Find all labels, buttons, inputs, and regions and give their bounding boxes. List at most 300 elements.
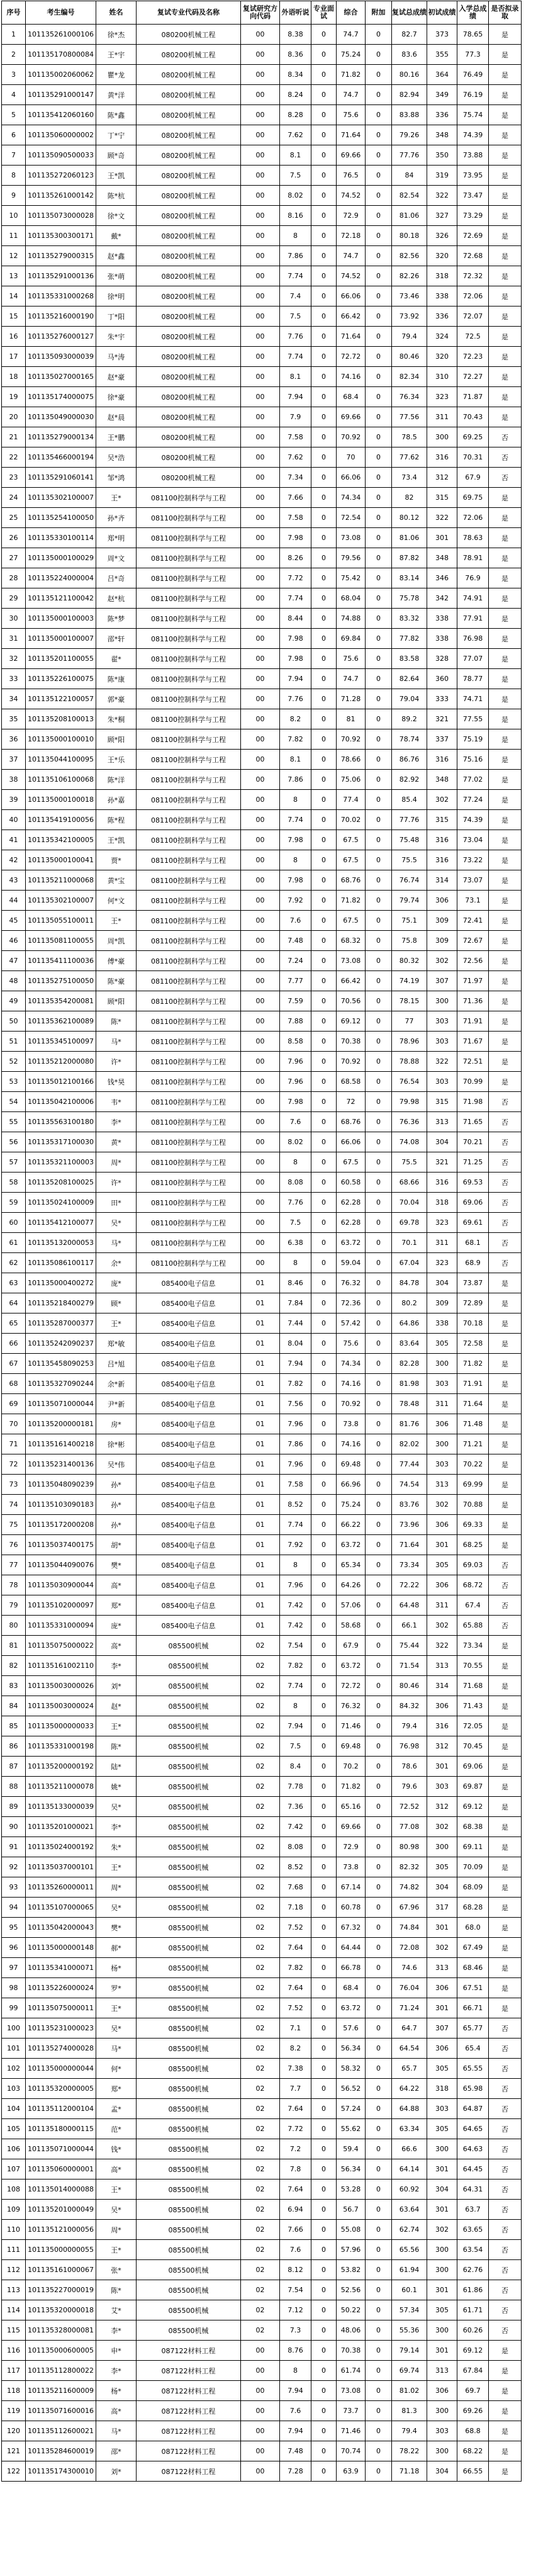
cell-pro-interview: 0 [311,1173,337,1193]
cell-pro-interview: 0 [311,2361,337,2381]
table-row [2,1777,522,1797]
cell-exam-no: 101135003000024 [26,1696,96,1716]
cell-name: 赵*杭 [96,588,137,609]
cell-major: 080200机械工程 [137,468,241,488]
cell-retest: 75.48 [392,830,427,850]
cell-retest: 77.56 [392,407,427,427]
cell-initial: 316 [427,750,457,770]
cell-seq: 121 [2,2441,26,2461]
table-row [2,1112,522,1132]
cell-pro-interview: 0 [311,1454,337,1475]
cell-pro-interview: 0 [311,65,337,85]
cell-comprehensive: 56.52 [337,2079,366,2099]
cell-pro-interview: 0 [311,367,337,387]
cell-name: 徐*文 [96,206,137,226]
cell-exam-no: 101135071000044 [26,1394,96,1414]
cell-written: 7.86 [280,1434,311,1454]
cell-major: 085400电子信息 [137,1293,241,1313]
cell-major: 081100控制科学与工程 [137,931,241,951]
cell-pro-interview: 0 [311,669,337,689]
cell-bonus: 0 [366,669,392,689]
cell-initial: 301 [427,2159,457,2179]
cell-comprehensive: 71.64 [337,125,366,145]
table-row [2,1736,522,1757]
cell-written: 7.74 [280,1676,311,1696]
cell-study-mode: 00 [241,850,280,870]
cell-exam-no: 101135216000190 [26,307,96,327]
cell-bonus: 0 [366,2220,392,2240]
cell-retest: 65.56 [392,2240,427,2260]
cell-study-mode: 00 [241,669,280,689]
cell-bonus: 0 [366,1535,392,1555]
cell-comprehensive: 68.76 [337,1112,366,1132]
cell-name: 钱*昊 [96,1072,137,1092]
cell-written: 7.62 [280,125,311,145]
cell-pro-interview: 0 [311,1434,337,1454]
cell-study-mode: 00 [241,206,280,226]
cell-initial: 316 [427,447,457,468]
cell-pro-interview: 0 [311,790,337,810]
cell-pro-interview: 0 [311,1535,337,1555]
cell-admit: 否 [489,2200,522,2220]
cell-bonus: 0 [366,367,392,387]
cell-study-mode: 01 [241,1616,280,1636]
cell-pro-interview: 0 [311,1857,337,1877]
cell-study-mode: 00 [241,1011,280,1032]
cell-comprehensive: 60.58 [337,1173,366,1193]
cell-study-mode: 00 [241,991,280,1011]
cell-retest: 77.76 [392,810,427,830]
table-row [2,1918,522,1938]
cell-major: 081100控制科学与工程 [137,588,241,609]
score-table-container [1,1,522,2482]
cell-major: 085400电子信息 [137,1434,241,1454]
cell-initial: 342 [427,588,457,609]
cell-total: 70.31 [457,447,489,468]
cell-study-mode: 00 [241,327,280,347]
table-row [2,951,522,971]
cell-exam-no: 101135000400272 [26,1273,96,1293]
cell-total: 70.43 [457,407,489,427]
cell-initial: 312 [427,468,457,488]
cell-written: 8.4 [280,1757,311,1777]
cell-bonus: 0 [366,2441,392,2461]
cell-comprehensive: 67.14 [337,1877,366,1898]
cell-admit: 是 [489,850,522,870]
cell-initial: 314 [427,1676,457,1696]
cell-pro-interview: 0 [311,1032,337,1052]
cell-comprehensive: 70.92 [337,1052,366,1072]
cell-name: 韦* [96,1092,137,1112]
cell-total: 63.65 [457,2220,489,2240]
cell-seq: 100 [2,2018,26,2039]
cell-retest: 68.66 [392,1173,427,1193]
header-study-mode: 复试研究方向代码 [241,1,280,25]
cell-bonus: 0 [366,1837,392,1857]
cell-initial: 304 [427,1132,457,1152]
cell-seq: 47 [2,951,26,971]
cell-name: 庞* [96,1616,137,1636]
cell-comprehensive: 71.46 [337,2421,366,2441]
cell-major: 085400电子信息 [137,1515,241,1535]
table-row [2,427,522,447]
cell-admit: 是 [489,548,522,568]
cell-total: 65.55 [457,2059,489,2079]
cell-exam-no: 101135090500033 [26,145,96,166]
cell-major: 081100控制科学与工程 [137,729,241,750]
table-row [2,689,522,709]
cell-written: 8.1 [280,367,311,387]
cell-pro-interview: 0 [311,105,337,125]
cell-admit: 是 [489,870,522,891]
cell-retest: 74.84 [392,1918,427,1938]
cell-study-mode: 01 [241,1313,280,1334]
cell-retest: 64.48 [392,1595,427,1616]
table-row [2,2401,522,2421]
cell-retest: 75.8 [392,931,427,951]
cell-exam-no: 101135291060141 [26,468,96,488]
cell-major: 085500机械 [137,1978,241,1998]
cell-comprehensive: 66.78 [337,1958,366,1978]
cell-pro-interview: 0 [311,447,337,468]
cell-initial: 338 [427,609,457,629]
cell-major: 085500机械 [137,2240,241,2260]
cell-retest: 85.4 [392,790,427,810]
cell-pro-interview: 0 [311,1676,337,1696]
cell-retest: 60.92 [392,2179,427,2200]
cell-study-mode: 01 [241,1374,280,1394]
cell-written: 7.82 [280,1374,311,1394]
cell-bonus: 0 [366,991,392,1011]
cell-pro-interview: 0 [311,166,337,186]
cell-exam-no: 101135030900044 [26,1575,96,1595]
cell-initial: 355 [427,45,457,65]
cell-bonus: 0 [366,1414,392,1434]
cell-comprehensive: 70.38 [337,2341,366,2361]
cell-comprehensive: 71.46 [337,1716,366,1736]
cell-comprehensive: 68.32 [337,931,366,951]
cell-study-mode: 00 [241,347,280,367]
cell-comprehensive: 63.72 [337,1656,366,1676]
cell-retest: 82.02 [392,1434,427,1454]
cell-name: 陈*鑫 [96,105,137,125]
cell-exam-no: 101135201000049 [26,2200,96,2220]
cell-total: 69.33 [457,1515,489,1535]
table-row [2,226,522,246]
header-name: 姓名 [96,1,137,25]
cell-seq: 70 [2,1414,26,1434]
cell-major: 080200机械工程 [137,125,241,145]
cell-major: 081100控制科学与工程 [137,1011,241,1032]
cell-seq: 77 [2,1555,26,1575]
cell-total: 67.9 [457,468,489,488]
cell-pro-interview: 0 [311,1213,337,1233]
cell-total: 71.36 [457,991,489,1011]
cell-comprehensive: 69.66 [337,1817,366,1837]
cell-seq: 25 [2,508,26,528]
cell-written: 7.52 [280,1998,311,2018]
cell-total: 69.99 [457,1475,489,1495]
cell-total: 69.61 [457,1213,489,1233]
cell-bonus: 0 [366,1052,392,1072]
table-row [2,1253,522,1273]
cell-major: 081100控制科学与工程 [137,709,241,729]
cell-pro-interview: 0 [311,1978,337,1998]
cell-written: 8.34 [280,65,311,85]
cell-written: 7.5 [280,1736,311,1757]
cell-initial: 323 [427,387,457,407]
cell-seq: 80 [2,1616,26,1636]
cell-exam-no: 101135133000039 [26,1797,96,1817]
cell-admit: 是 [489,1958,522,1978]
cell-bonus: 0 [366,830,392,850]
cell-major: 085500机械 [137,2280,241,2300]
cell-seq: 71 [2,1434,26,1454]
cell-comprehensive: 73.8 [337,1857,366,1877]
cell-study-mode: 02 [241,2240,280,2260]
cell-pro-interview: 0 [311,750,337,770]
cell-total: 73.29 [457,206,489,226]
cell-written: 8 [280,1555,311,1575]
cell-retest: 78.88 [392,1052,427,1072]
cell-total: 75.16 [457,750,489,770]
cell-major: 081100控制科学与工程 [137,1152,241,1173]
cell-initial: 300 [427,2260,457,2280]
cell-retest: 76.54 [392,1072,427,1092]
cell-major: 085400电子信息 [137,1616,241,1636]
cell-exam-no: 101135107000065 [26,1898,96,1918]
cell-pro-interview: 0 [311,629,337,649]
cell-written: 7.54 [280,2280,311,2300]
cell-seq: 20 [2,407,26,427]
cell-exam-no: 101135254100050 [26,508,96,528]
cell-retest: 66.6 [392,2139,427,2159]
cell-admit: 否 [489,2018,522,2039]
cell-name: 吴* [96,2018,137,2039]
cell-study-mode: 02 [241,2179,280,2200]
cell-written: 8.76 [280,2341,311,2361]
cell-major: 081100控制科学与工程 [137,971,241,991]
cell-initial: 305 [427,1857,457,1877]
cell-name: 陈*豪 [96,971,137,991]
cell-initial: 304 [427,2179,457,2200]
cell-seq: 24 [2,488,26,508]
cell-admit: 是 [489,1777,522,1797]
cell-written: 7.98 [280,870,311,891]
cell-exam-no: 101135122100057 [26,689,96,709]
cell-study-mode: 00 [241,931,280,951]
cell-total: 76.98 [457,629,489,649]
cell-initial: 306 [427,1696,457,1716]
cell-total: 72.06 [457,286,489,307]
cell-initial: 301 [427,1918,457,1938]
cell-retest: 63.34 [392,2119,427,2139]
cell-exam-no: 101135218400279 [26,1293,96,1313]
cell-major: 080200机械工程 [137,347,241,367]
cell-initial: 303 [427,1072,457,1092]
cell-seq: 46 [2,931,26,951]
cell-comprehensive: 71.82 [337,1777,366,1797]
cell-written: 7.92 [280,891,311,911]
cell-initial: 346 [427,568,457,588]
table-row [2,2320,522,2341]
cell-initial: 318 [427,1193,457,1213]
cell-comprehensive: 55.62 [337,2119,366,2139]
cell-exam-no: 101135000600005 [26,2341,96,2361]
table-row [2,2119,522,2139]
cell-bonus: 0 [366,729,392,750]
cell-written: 7.56 [280,1394,311,1414]
cell-written: 7.74 [280,266,311,286]
cell-seq: 35 [2,709,26,729]
cell-total: 78.65 [457,25,489,45]
cell-retest: 74.08 [392,1132,427,1152]
cell-name: 马* [96,2421,137,2441]
cell-name: 马* [96,2039,137,2059]
cell-exam-no: 101135042000043 [26,1918,96,1938]
cell-name: 陆* [96,1757,137,1777]
cell-name: 李* [96,1817,137,1837]
cell-seq: 112 [2,2260,26,2280]
cell-written: 8 [280,226,311,246]
cell-retest: 78.6 [392,1757,427,1777]
cell-name: 周*文 [96,548,137,568]
cell-written: 7.96 [280,1052,311,1072]
cell-pro-interview: 0 [311,2079,337,2099]
cell-bonus: 0 [366,548,392,568]
cell-seq: 108 [2,2179,26,2200]
cell-bonus: 0 [366,407,392,427]
cell-seq: 52 [2,1052,26,1072]
cell-retest: 57.34 [392,2300,427,2320]
cell-total: 63.7 [457,2200,489,2220]
cell-total: 70.18 [457,1313,489,1334]
cell-major: 081100控制科学与工程 [137,1233,241,1253]
cell-seq: 62 [2,1253,26,1273]
cell-study-mode: 00 [241,145,280,166]
cell-major: 080200机械工程 [137,427,241,447]
cell-seq: 69 [2,1394,26,1414]
cell-seq: 57 [2,1152,26,1173]
cell-major: 081100控制科学与工程 [137,911,241,931]
cell-study-mode: 02 [241,1938,280,1958]
cell-pro-interview: 0 [311,468,337,488]
cell-comprehensive: 71.64 [337,327,366,347]
cell-retest: 80.46 [392,347,427,367]
cell-admit: 否 [489,468,522,488]
cell-comprehensive: 74.88 [337,609,366,629]
cell-pro-interview: 0 [311,307,337,327]
cell-seq: 113 [2,2280,26,2300]
cell-comprehensive: 66.22 [337,1515,366,1535]
cell-bonus: 0 [366,25,392,45]
cell-written: 7.96 [280,1414,311,1434]
cell-written: 8.52 [280,1495,311,1515]
table-row [2,327,522,347]
cell-initial: 304 [427,2461,457,2482]
cell-retest: 63.64 [392,2200,427,2220]
cell-comprehensive: 68.04 [337,588,366,609]
cell-study-mode: 02 [241,1777,280,1797]
table-row [2,2441,522,2461]
cell-exam-no: 101135200000192 [26,1757,96,1777]
cell-total: 76.49 [457,65,489,85]
table-row [2,870,522,891]
cell-comprehensive: 58.68 [337,1616,366,1636]
cell-initial: 305 [427,2059,457,2079]
cell-initial: 319 [427,166,457,186]
cell-retest: 83.64 [392,1334,427,1354]
table-row [2,1173,522,1193]
cell-major: 085500机械 [137,1958,241,1978]
cell-total: 74.91 [457,588,489,609]
cell-seq: 3 [2,65,26,85]
cell-bonus: 0 [366,1857,392,1877]
cell-bonus: 0 [366,145,392,166]
cell-initial: 322 [427,186,457,206]
cell-pro-interview: 0 [311,1938,337,1958]
cell-initial: 318 [427,266,457,286]
cell-comprehensive: 62.28 [337,1213,366,1233]
cell-exam-no: 101135275100050 [26,971,96,991]
cell-written: 7.58 [280,427,311,447]
cell-written: 7.92 [280,1535,311,1555]
cell-major: 087122材料工程 [137,2441,241,2461]
cell-admit: 是 [489,1434,522,1454]
cell-admit: 是 [489,1475,522,1495]
cell-major: 087122材料工程 [137,2341,241,2361]
cell-total: 68.09 [457,1877,489,1898]
cell-comprehensive: 70.2 [337,1757,366,1777]
cell-retest: 75.1 [392,911,427,931]
cell-exam-no: 101135000000044 [26,2059,96,2079]
cell-admit: 是 [489,166,522,186]
cell-pro-interview: 0 [311,991,337,1011]
table-row [2,1656,522,1676]
cell-exam-no: 101135044090076 [26,1555,96,1575]
cell-name: 郭*豪 [96,689,137,709]
cell-comprehensive: 74.7 [337,669,366,689]
cell-comprehensive: 74.16 [337,1434,366,1454]
cell-exam-no: 101135071600016 [26,2401,96,2421]
cell-total: 68.0 [457,1918,489,1938]
cell-seq: 90 [2,1817,26,1837]
cell-total: 72.89 [457,1293,489,1313]
cell-written: 8.1 [280,750,311,770]
cell-written: 6.94 [280,2200,311,2220]
table-row [2,286,522,307]
cell-study-mode: 00 [241,2441,280,2461]
cell-comprehensive: 78.66 [337,750,366,770]
cell-pro-interview: 0 [311,2260,337,2280]
cell-study-mode: 01 [241,1575,280,1595]
cell-seq: 61 [2,1233,26,1253]
cell-total: 69.06 [457,1757,489,1777]
cell-written: 7.64 [280,1978,311,1998]
cell-initial: 311 [427,1595,457,1616]
cell-pro-interview: 0 [311,1092,337,1112]
table-row [2,1394,522,1414]
cell-bonus: 0 [366,2079,392,2099]
cell-study-mode: 02 [241,2280,280,2300]
table-row [2,468,522,488]
cell-seq: 60 [2,1213,26,1233]
cell-retest: 76.04 [392,1978,427,1998]
cell-admit: 是 [489,286,522,307]
cell-exam-no: 101135012100166 [26,1072,96,1092]
cell-written: 8.1 [280,145,311,166]
cell-bonus: 0 [366,2341,392,2361]
